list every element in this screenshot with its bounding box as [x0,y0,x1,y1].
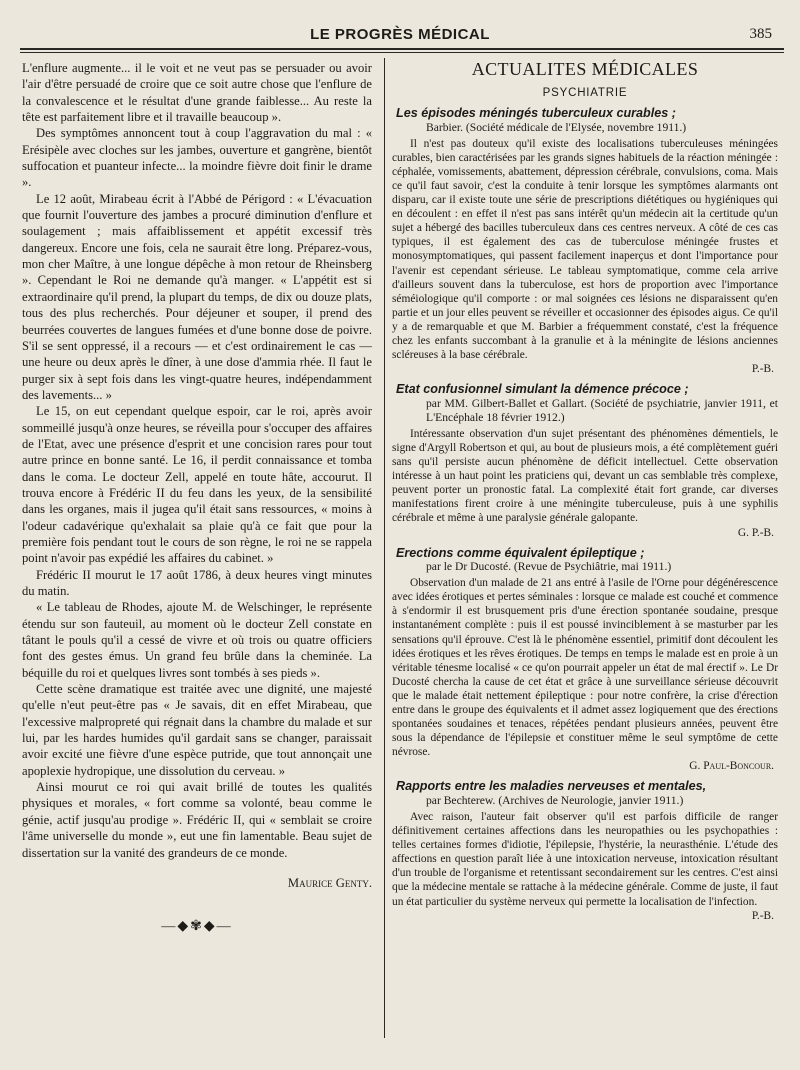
header-rule [20,48,784,50]
column-divider [384,58,385,1038]
header-rule-thin [20,52,784,53]
article-reference: par le Dr Ducosté. (Revue de Psychiâtrie, mai 1911.) [426,560,672,574]
paragraph: Frédéric II mourut le 17 août 1786, à deux heures vingt minutes du matin. [22,567,372,598]
paragraph: Cette scène dramatique est traitée avec une dignité, une majesté qu'elle n'eut peut-être pas « Je savais, dit en effet Mirabeau, que l'excessive malpropreté qui régnait dans la chambre du malade et sur lui, par les hardes humides qu'il gardait sans se changer, paraissait avoir excité une fièvre d'une espèce putride, que tout annonçait une apoplexie hydropique, une dissolution du cerveau. » [22,682,372,778]
ornament-divider: —◆✾◆— [161,919,233,935]
article-reference: par Bechterew. (Archives de Neurologie, janvier 1911.) [426,793,684,807]
section-title: ACTUALITES MÉDICALES [471,59,699,79]
article-title: Erections comme équivalent épileptique ; [396,545,645,560]
subsection-title: PSYCHIATRIE [542,87,628,100]
paragraph: Le 15, on eut cependant quelque espoir, car le roi, après avoir sommeillé jusqu'à onze heures, se réveilla pour s'occuper des affaires de l'Etat, avec une présence d'esprit et une concision rares pour tout autre prince en bonne santé. Le 16, il perdit connaissance et tomba dans le coma. Le docteur Zell, appelé en toute hâte, accourut. Il trouva encore à Frédéric II du feu dans les yeux, de la sensibilité dans les organes, mais il jugea qu'il était sans ressources, « moins à l'odeur cadavérique qu'exhalait sa plaie qu'à ce fait que pour la première fois pendant tout le cours de son règne, le roi ne se rappela point n'avoir pas expédié les affaires du cabinet. » [22,404,372,566]
paragraph: L'enflure augmente... il le voit et ne veut pas se persuader ou avoir l'air d'être persuadé de croire que ce soit autre chose que l'enflure de la convalescence et le résultat d'une grande faiblesse... Au reste la tête est parfaitement libre et il travaille beaucoup ». [22,61,372,125]
article-title: Rapports entre les maladies nerveuses et mentales, [396,779,707,794]
article-body: Observation d'un malade de 21 ans entré à l'asile de l'Orne pour dégénérescence avec idées érotiques et pertes séminales : lorsque ce malade est couché et commence à s'endormir il est brusquement pris d'une érection spontanée soudaine, presque instantanément complète : puis il est poussé invinciblement à se masturber par les sensations qu'il éprouve. C'est là le phénomène essentiel, primitif dont découlent les idées érotiques et les rêves érotiques. De temps en temps le malade est en proie à un véritable ténesme localisé « ce qu'on pourrait appeler un état de mal érectif ». Le Dr Ducosté chercha la cause de cet état et grâce à une surveillance sérieuse découvrit que le malade était nettement épileptique : pour notre confrère, la crise d'érection entre dans le groupe des équivalents et il admet assez logiquement que des érections spontanées soudaines et tenaces, répétées pendant plusieurs années, peuvent être sous la dépendance de l'épilepsie et constituer même le seul symptôme de cette névrose. [392,577,778,759]
paragraph: « Le tableau de Rhodes, ajoute M. de Welschinger, le représente étendu sur son fauteuil, au moment où le docteur Zell constate en tâtant le pouls qu'il a cessé de vivre et où trois ou quatre officiers font des gestes émus. Un grand feu brûle dans la cheminée. La béquille du roi et quelques livres sont tombés à ses pieds ». [22,600,372,680]
article-signature: P.-B. [751,909,774,922]
paragraph: Le 12 août, Mirabeau écrit à l'Abbé de Périgord : « L'évacuation que fournit l'ouverture des jambes a procuré diminution d'enflure et soulagement ; mais affaiblissement et appétit excessif très dangereux. Encore une fois, cela ne saurait être long. Préparez-vous, mon cher Maître, à une longue dépêche à mon retour de Rheinsberg ». Cependant le Roi ne demande qu'à manger. « L'appétit est si extraordinaire qu'il prend, la plupart du temps, de dix ou douze plats, tous des plus recherchés. Pour déjeuner et souper, il prend des beurrées couvertes de langues fumées et d'une bonne dose de poivre. S'il se sent oppressé, il a recours — et c'est ordinairement le cas — une heure ou deux après le dîner, à une dose d'ammia rhée. Il faut le purger six à sept fois dans les vingt-quatre heures, indépendamment des lavements... » [22,191,372,402]
article-title: Les épisodes méningés tuberculeux curables ; [396,106,676,121]
article-title: Etat confusionnel simulant la démence précoce ; [396,382,689,397]
journal-title: LE PROGRÈS MÉDICAL [310,26,490,43]
article-reference: par MM. Gilbert-Ballet et Gallart. (Société de psychiatrie, janvier 1911, et L'Encéphale 18 février 1912.) [426,396,778,424]
paragraph: Des symptômes annoncent tout à coup l'aggravation du mal : « Erésipèle avec cloches sur les jambes, ouverture et gangrène, bientôt suffocation et puanteur infecte... la moindre fièvre doit finir le drame ». [22,126,372,190]
article [392,106,778,376]
article-body: Avec raison, l'auteur fait observer qu'il est parfois difficile de ranger définitivement certaines affections dans les neuropathies ou les psychopathies : telles certaines formes d'idiotie, l'épilepsie, l'hystérie, la neurasthénie. L'étude des affections en question paraît liée à une intoxication nerveuse, intoxication résultant d'un trouble de l'organisme et retentissant secondairement sur les centres. C'est ainsi que la médecine mentale se rattache à la médecine générale. Comme de juste, il faut un état particulier du système nerveux qui permette la localisation de l'infection. [392,810,778,908]
article-reference: Barbier. (Société médicale de l'Elysée, novembre 1911.) [426,120,687,134]
article-signature: G. P.-B. [737,526,774,539]
article-signature: P.-B. [751,363,774,376]
page-number: 385 [749,26,772,42]
left-column [22,60,372,936]
article-body: Intéressante observation d'un sujet présentant des phénomènes démentiels, le signe d'Argyll Robertson et qui, au bout de plusieurs mois, a été complètement guéri sans qu'il persiste aucun phénomène de déficit intellectuel. Cette observation intéresse à un haut point les praticiens qui, devant un cas semblable très complexe, peuvent porter un pronostic fatal. La complexité était fort grande, car diverses manifestations firent croire à une méningite tuberculeuse, puis à une syphilis cérébrale et même à une paralysie générale galopante. [392,427,778,525]
article-signature: G. Paul-Boncour. [689,760,774,773]
article [392,546,778,774]
paragraph: Ainsi mourut ce roi qui avait brillé de toutes les qualités physiques et morales, « fort comme sa volonté, beau comme le génie, actif jusqu'au prodige ». Frédéric II, qui « semblait se croire l'âme universelle du monde », eut une fin lamentable. Beau sujet de dissertation sur la vanité des grandeurs de ce monde. [22,780,372,860]
article [392,382,778,539]
article-body: Il n'est pas douteux qu'il existe des localisations tuberculeuses méningées curables, bien caractérisées par les grands signes habituels de la réaction méningée : céphalée, vomissements, abattement, dépression cérébrale, convulsions, coma. Mais ce qu'il faut savoir, c'est la conduite à tenir lorsque les symptômes alarmants ont disparu, car il existe toute une série de prescriptions diététiques ou hygiéniques qui en découlent : en effet il n'est pas sans intérêt qu'un médecin ait la certitude qu'un sujet a hébergé des bacilles tuberculeux dans ces centres nerveux. A côté de ces cas typiques, il est également des cas de tuberculose méningée frustes et monosymptomatiques, qui passent facilement inaperçus et dont l'importance pour l'avenir est cependant sérieuse. Le tableau symptomatique, comme cela arrive d'ailleurs souvent dans la tuberculose, est hors de proportion avec l'importance séméiologique qu'il comporte : or mal soignées ces lésions ne disparaissent qu'en partie et un jour elles peuvent se réveiller et occasionner des épisodes aigus. Ce qu'il y a de remarquable et que M. Barbier a fréquemment constaté, c'est la fréquence chez les enfants succombant à la granulie et à la méningite de lésions anciennes scléreuses à la base cérébrale. [392,137,778,362]
article [392,779,778,922]
author-signature: Maurice Genty. [287,875,372,890]
right-column [392,59,778,929]
page-header [22,22,778,48]
